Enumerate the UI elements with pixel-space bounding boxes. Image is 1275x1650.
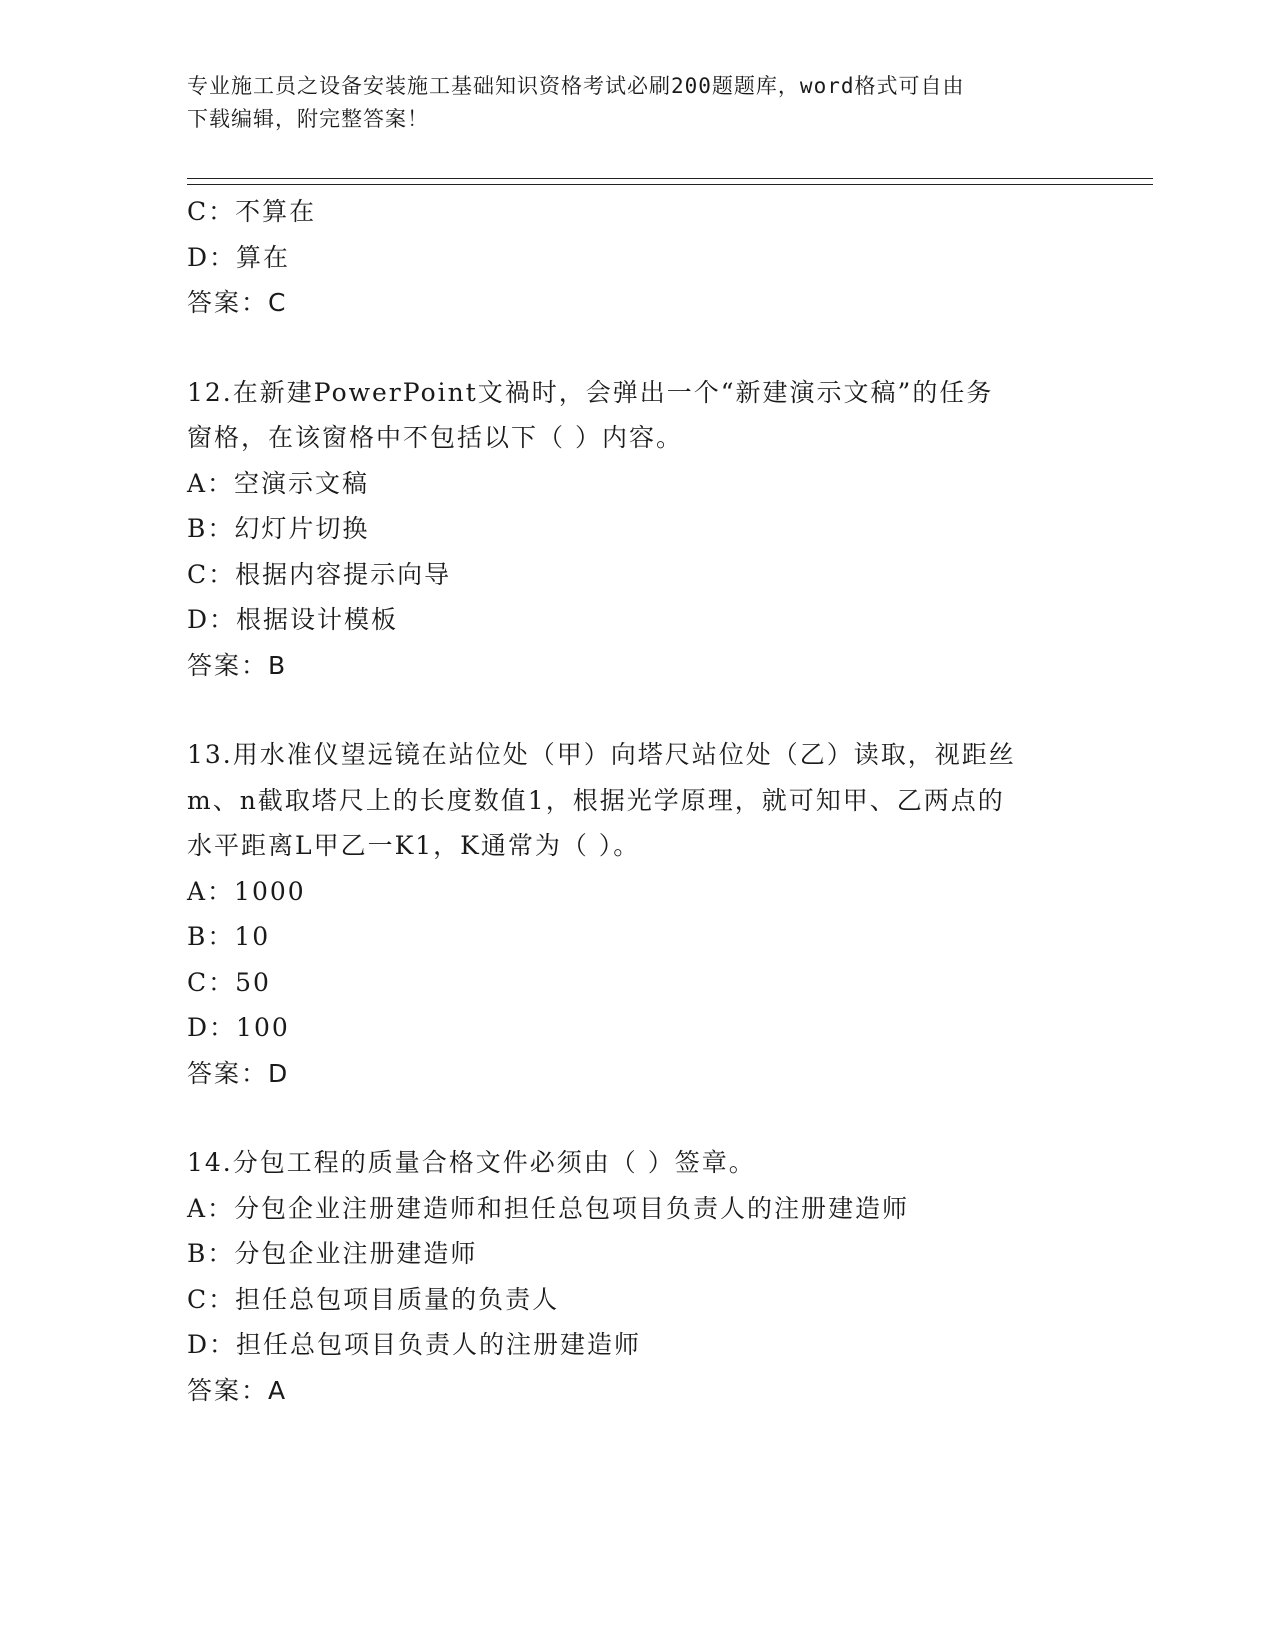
option-c: C：担任总包项目质量的负责人 xyxy=(187,1284,560,1314)
question-stem: m、n截取塔尺上的长度数值1，根据光学原理，就可知甲、乙两点的 xyxy=(187,785,1005,815)
option-c: C：不算在 xyxy=(187,197,317,226)
option-d: D：100 xyxy=(187,1013,290,1042)
answer-label: 答案：A xyxy=(187,1375,288,1405)
question-stem: 14.分包工程的质量合格文件必须由（ ）签章。 xyxy=(187,1148,756,1177)
answer-label: 答案：B xyxy=(187,650,288,680)
document-header xyxy=(187,70,1087,136)
question-stem: 12.在新建PowerPoint文禍时，会弹出一个“新建演示文稿”的任务 xyxy=(187,377,994,407)
option-c: C：根据内容提示向导 xyxy=(187,559,452,589)
question-stem: 水平距离L甲乙一K1，K通常为（ ）。 xyxy=(187,831,641,860)
spacer xyxy=(187,326,1087,370)
option-a: A：空演示文稿 xyxy=(187,468,370,498)
answer-label: 答案：C xyxy=(187,288,288,317)
option-d: D：根据设计模板 xyxy=(187,605,399,634)
question-list xyxy=(187,189,1087,1413)
header-rule-top xyxy=(187,178,1153,179)
header-title-line-2: 下载编辑，附完整答案！ xyxy=(187,107,429,131)
spacer xyxy=(187,1096,1087,1140)
option-d: D：算在 xyxy=(187,242,291,272)
question-13 xyxy=(187,732,1087,1096)
option-b: B：10 xyxy=(187,922,271,951)
question-14 xyxy=(187,1140,1087,1413)
answer-label: 答案：D xyxy=(187,1058,290,1088)
option-a: A：分包企业注册建造师和担任总包项目负责人的注册建造师 xyxy=(187,1193,910,1223)
spacer xyxy=(187,688,1087,732)
option-b: B：幻灯片切换 xyxy=(187,514,370,543)
question-stem: 窗格，在该窗格中不包括以下（ ）内容。 xyxy=(187,423,683,452)
question-stem: 13.用水准仪望远镜在站位处（甲）向塔尺站位处（乙）读取，视距丝 xyxy=(187,740,1016,769)
header-title-line-1: 专业施工员之设备安装施工基础知识资格考试必刷200题题库，word格式可自由 xyxy=(187,74,965,98)
header-rule-bottom xyxy=(187,184,1153,185)
option-b: B：分包企业注册建造师 xyxy=(187,1239,478,1268)
question-12 xyxy=(187,370,1087,689)
option-a: A：1000 xyxy=(187,876,306,906)
option-d: D：担任总包项目负责人的注册建造师 xyxy=(187,1330,642,1359)
question-11-tail xyxy=(187,189,1087,326)
option-c: C：50 xyxy=(187,967,271,997)
